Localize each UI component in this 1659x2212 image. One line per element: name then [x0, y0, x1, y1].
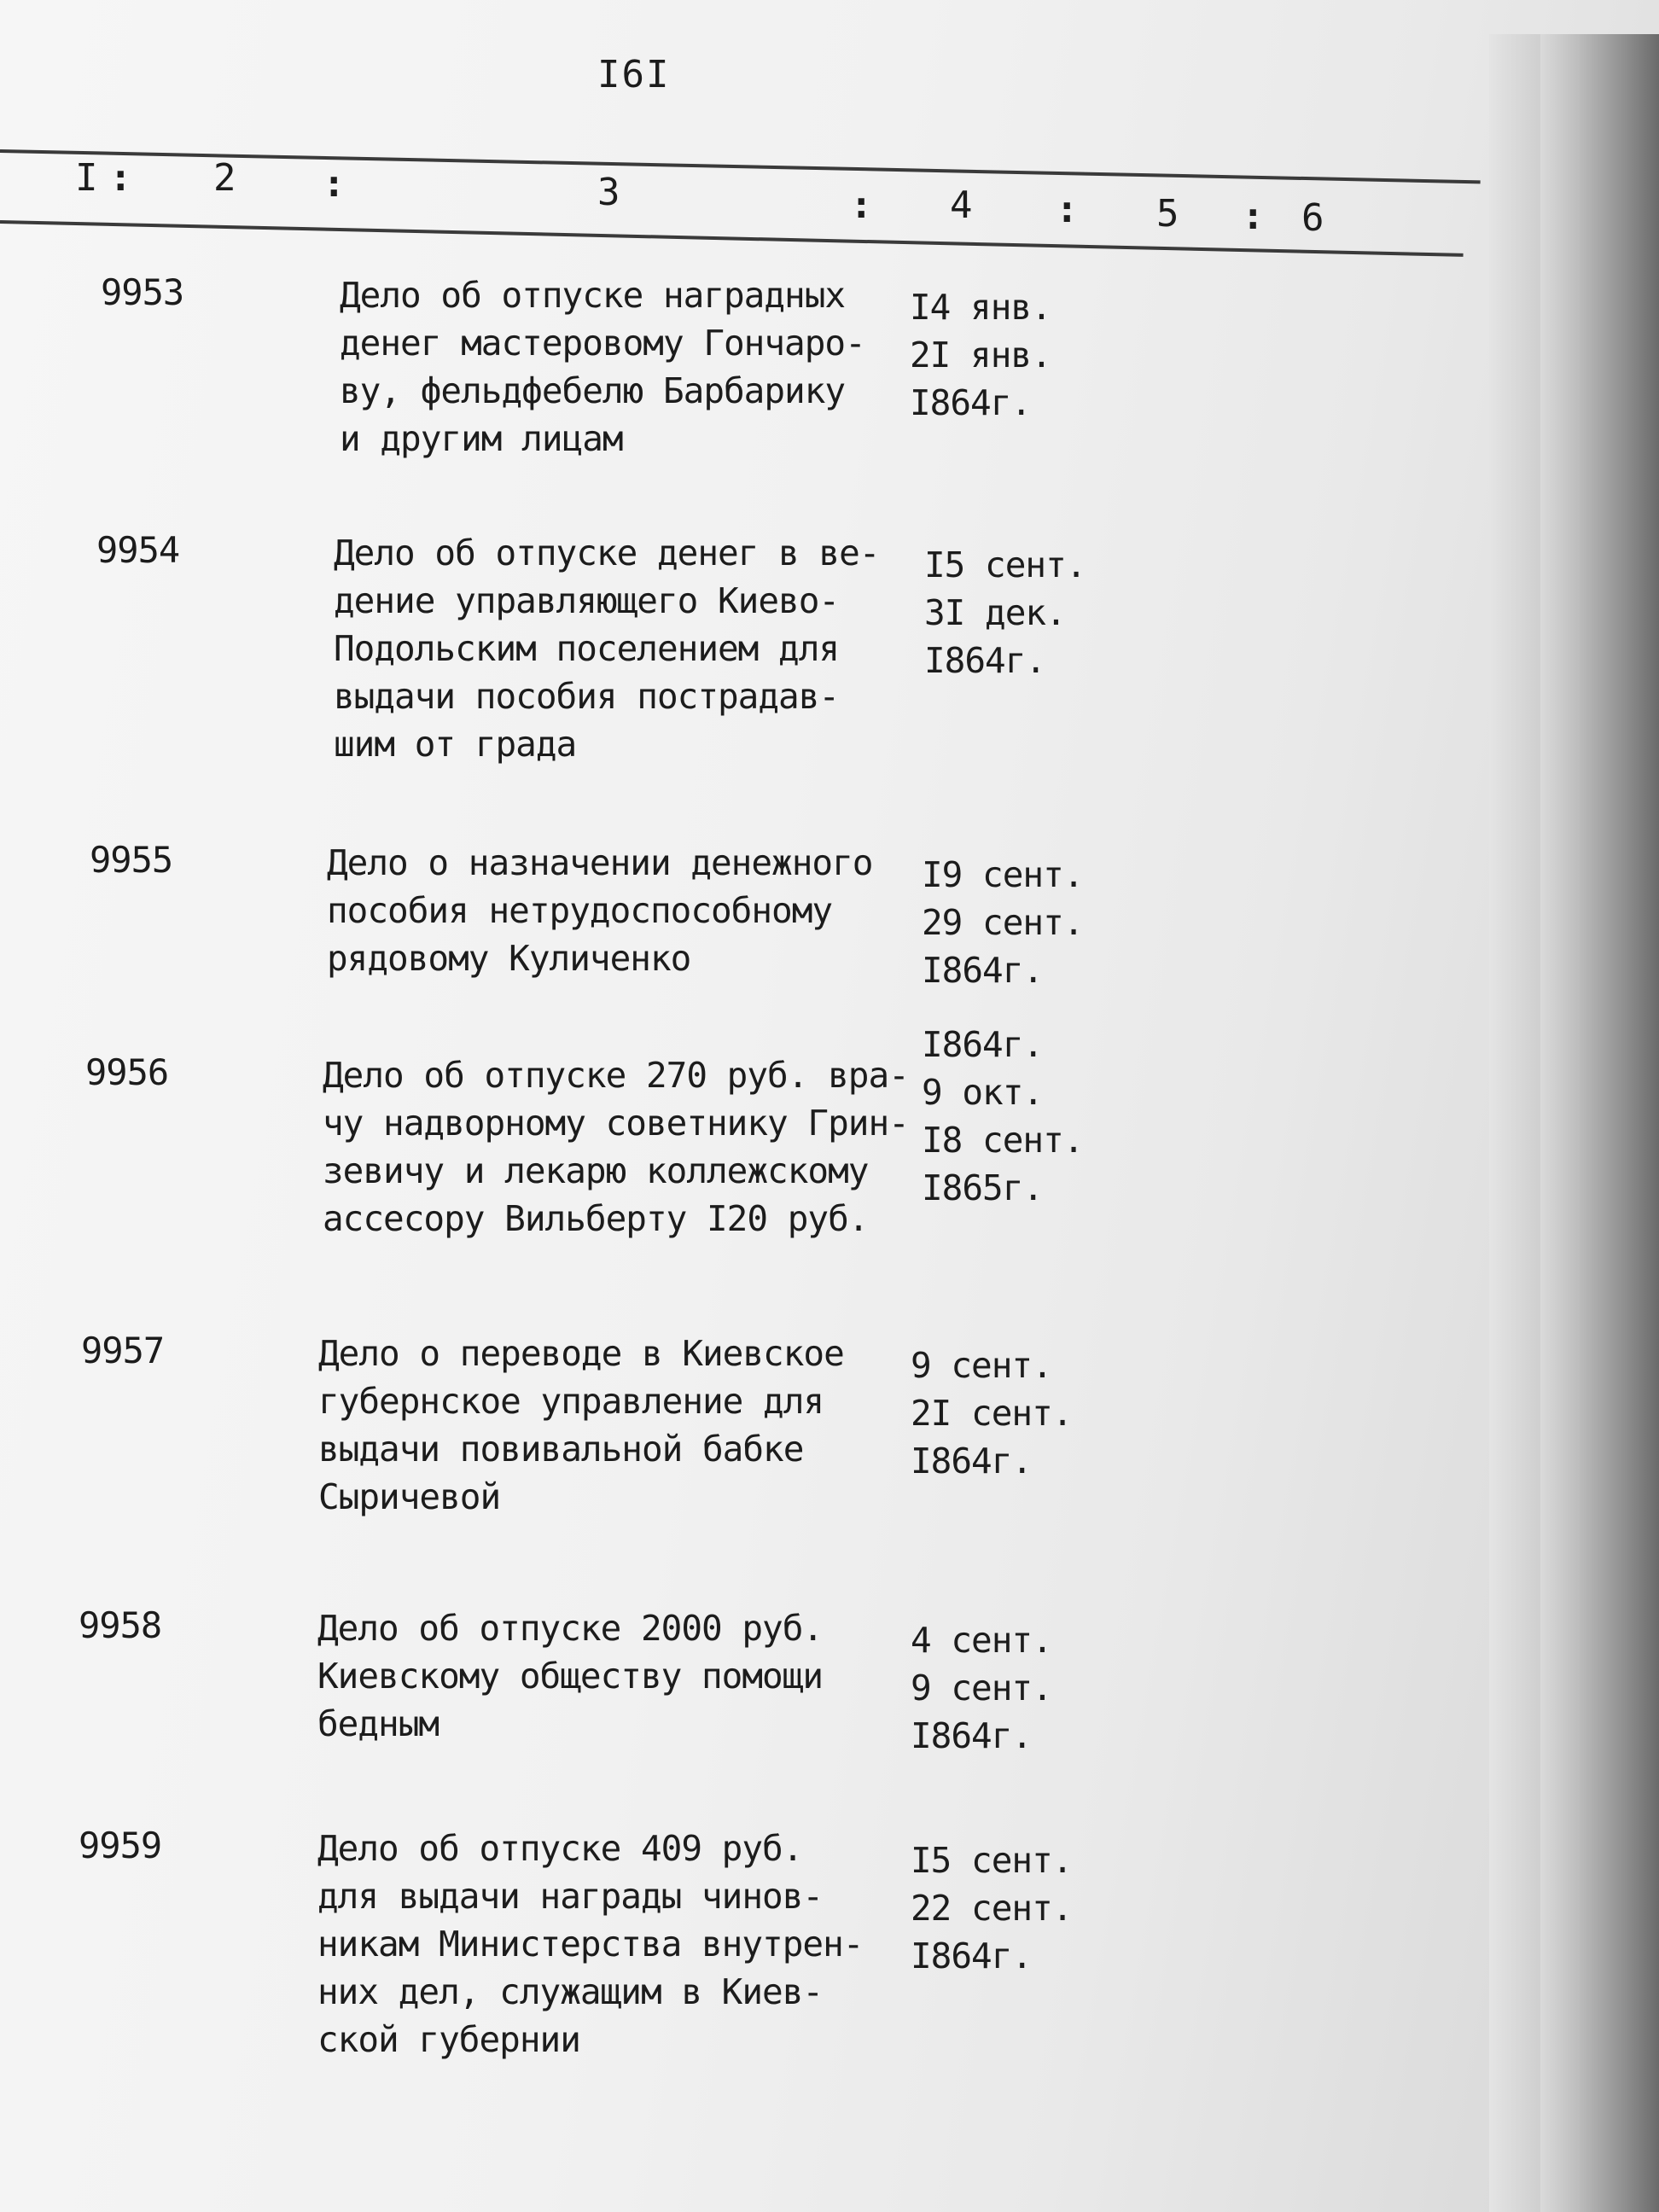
- entry-title: Дело об отпуске наградных денег мастеровому Гончаро- ву, фельдфебелю Барбарику и другим лицам: [340, 275, 865, 459]
- entry-dates: I9 сент. 29 сент. I864г.: [922, 854, 1084, 991]
- column-header-4: 4: [950, 183, 973, 227]
- entry-number: 9953: [101, 271, 184, 313]
- column-header-2: 2: [213, 156, 236, 200]
- entry-number: 9954: [96, 529, 180, 571]
- entry-number: 9955: [90, 839, 173, 881]
- page-edge-shadow: [1579, 34, 1659, 2212]
- column-header-3: 3: [597, 171, 620, 214]
- entry-title: Дело о назначении денежного пособия нетрудоспособному рядовому Куличенко: [327, 842, 873, 979]
- entry-number: 9957: [81, 1330, 165, 1371]
- column-separator: :: [109, 156, 132, 200]
- entry-dates: 9 сент. 2I сент. I864г.: [911, 1345, 1073, 1481]
- column-header-5: 5: [1156, 192, 1179, 236]
- entry-title: Дело об отпуске 270 руб. вра- чу надворному советнику Грин- зевичу и лекарю коллежскому ассесору Вильберту I20 руб.: [323, 1055, 909, 1239]
- page-edge-shadow: [1540, 34, 1579, 2212]
- column-separator: :: [1242, 195, 1265, 238]
- entry-title: Дело об отпуске 409 руб. для выдачи награды чинов- никам Министерства внутрен- них дел, служащим в Киев- ской губернии: [317, 1828, 864, 2060]
- column-separator: :: [850, 183, 873, 227]
- column-separator: :: [1056, 188, 1079, 231]
- entry-dates: I5 сент. 22 сент. I864г.: [911, 1840, 1073, 1976]
- entry-number: 9958: [79, 1604, 162, 1646]
- entry-number: 9956: [85, 1051, 169, 1093]
- entry-dates: 4 сент. 9 сент. I864г.: [911, 1620, 1052, 1756]
- page-number: I6I: [597, 53, 671, 96]
- entry-dates: I864г. 9 окт. I8 сент. I865г.: [922, 1024, 1084, 1208]
- page-edge-shadow: [1489, 34, 1540, 2212]
- entry-number: 9959: [79, 1825, 162, 1866]
- column-header-1: I: [75, 156, 98, 200]
- entry-dates: I4 янв. 2I янв. I864г.: [910, 287, 1051, 423]
- entry-title: Дело об отпуске 2000 руб. Киевскому обществу помощи бедным: [317, 1608, 824, 1744]
- entry-title: Дело об отпуске денег в ве- дение управляющего Киево- Подольским поселением для выдачи пособия пострадав- шим от града: [334, 533, 880, 765]
- column-separator: :: [323, 162, 346, 206]
- column-header-6: 6: [1301, 196, 1324, 240]
- entry-dates: I5 сент. 3I дек. I864г.: [924, 544, 1086, 681]
- entry-title: Дело о переводе в Киевское губернское управление для выдачи повивальной бабке Сыричевой: [318, 1333, 844, 1517]
